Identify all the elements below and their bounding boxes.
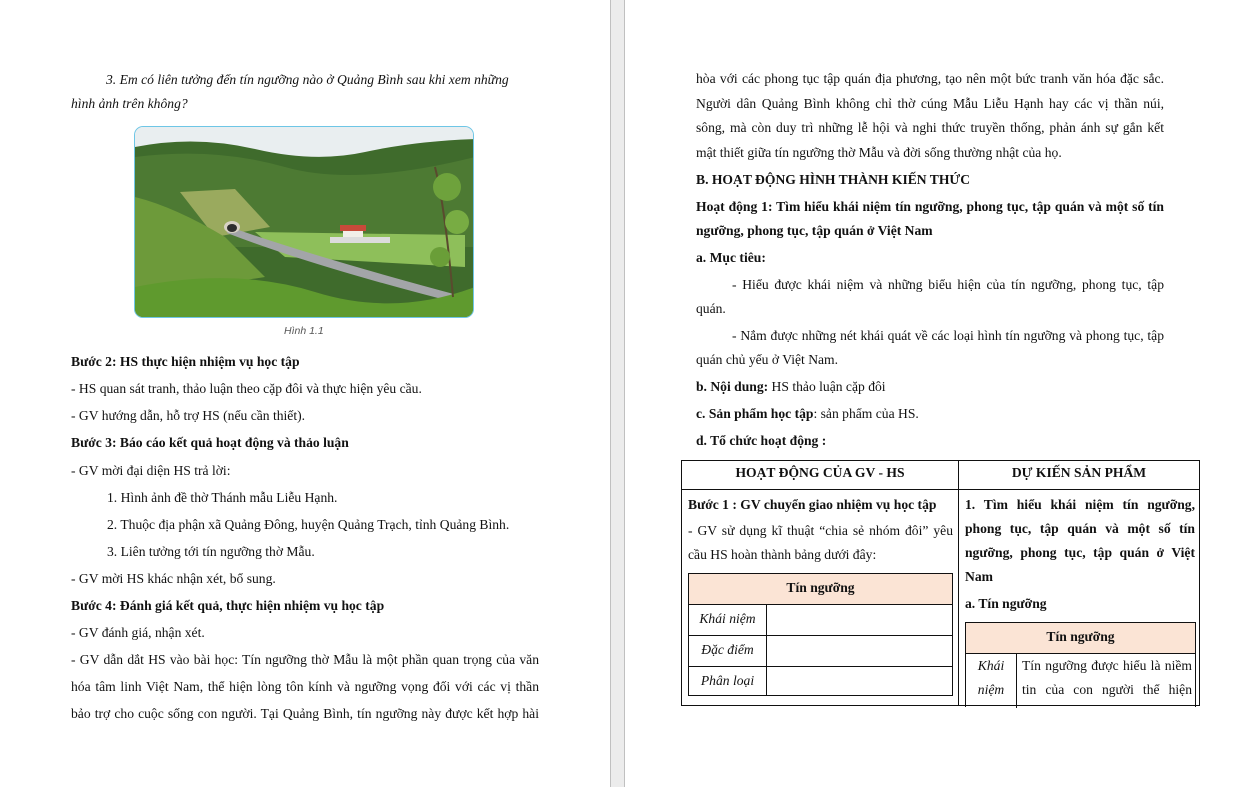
- activity1-title-line: ngưỡng, phong tục, tập quán ở Việt Nam: [696, 223, 933, 238]
- continuation-line: Người dân Quảng Bình không chỉ thờ cúng Mẫu Liễu Hạnh hay các vị thần núi,: [696, 96, 1164, 111]
- product-title-line: phong tục, tập quán và một số tín: [965, 521, 1195, 536]
- continuation-line: sông, mà còn duy trì những lễ hội và nghi thức truyền thống, phản ánh sự gắn kết: [696, 120, 1164, 135]
- step4-item: - GV đánh giá, nhận xét.: [71, 625, 205, 640]
- product-label: c. Sản phẩm học tập: [696, 406, 814, 421]
- worksheet-row-label: Phân loại: [689, 667, 767, 695]
- content-label: b. Nội dung:: [696, 379, 769, 394]
- question-line-1: 3. Em có liên tưởng đến tín ngưỡng nào ở Quảng Bình sau khi xem những: [106, 72, 509, 87]
- answer-row-label-line: niệm: [977, 682, 1005, 697]
- step1-text-line: cầu HS hoàn thành bảng dưới đây:: [688, 547, 877, 562]
- question-line-2: hình ảnh trên không?: [71, 96, 188, 111]
- worksheet-row-label: Đặc điểm: [689, 636, 767, 666]
- continuation-line: hòa với các phong tục tập quán địa phương, tạo nên một bức tranh văn hóa đặc sắc.: [696, 71, 1164, 86]
- page-separator: [610, 0, 625, 787]
- answer-row-label-line: Khái: [977, 658, 1005, 673]
- product-title-line: ngưỡng, phong tục, tập quán ở Việt: [965, 545, 1195, 560]
- step3-answer: 1. Hình ảnh đề thờ Thánh mẫu Liễu Hạnh.: [107, 490, 338, 505]
- activity-table: [681, 460, 1200, 706]
- step2-item: - HS quan sát tranh, thảo luận theo cặp đôi và thực hiện yêu cầu.: [71, 381, 422, 396]
- landscape-illustration: [135, 127, 474, 318]
- continuation-line: mật thiết giữa tín ngưỡng thờ Mẫu và đời sống thường nhật của họ.: [696, 145, 1062, 160]
- goal2-line: quán chủ yếu ở Việt Nam.: [696, 352, 839, 367]
- step1-title: Bước 1 : GV chuyển giao nhiệm vụ học tập: [688, 497, 937, 512]
- content-row: [696, 378, 886, 396]
- step3-answer: 2. Thuộc địa phận xã Quảng Đông, huyện Quảng Trạch, tỉnh Quảng Bình.: [107, 517, 510, 532]
- step3-title: Bước 3: Báo cáo kết quả hoạt động và thảo luận: [71, 435, 349, 450]
- product-title-line: 1. Tìm hiểu khái niệm tín ngưỡng,: [965, 497, 1195, 512]
- answer-row-label: [966, 654, 1017, 708]
- product-row: [696, 405, 919, 423]
- column-header-teacher-student: HOẠT ĐỘNG CỦA GV - HS: [735, 465, 905, 480]
- step2-title: Bước 2: HS thực hiện nhiệm vụ học tập: [71, 354, 300, 369]
- goal2-line: - Nắm được những nét khái quát về các loại hình tín ngưỡng và phong tục, tập: [732, 328, 1164, 343]
- step4-paragraph-line: hóa tâm linh Việt Nam, thể hiện lòng tôn kính và ngưỡng vọng đối với các vị thần: [71, 679, 539, 694]
- step3-intro: - GV mời đại diện HS trả lời:: [71, 463, 231, 478]
- product-value: : sản phẩm của HS.: [813, 406, 919, 421]
- answer-row-value-line: Tín ngưỡng được hiểu là niềm: [1022, 658, 1192, 673]
- worksheet-row: [689, 605, 952, 636]
- step3-outro: - GV mời HS khác nhận xét, bổ sung.: [71, 571, 276, 586]
- column-header-expected-product: DỰ KIẾN SẢN PHẨM: [1011, 465, 1147, 480]
- goal1-line: - Hiểu được khái niệm và những biểu hiện của tín ngưỡng, phong tục, tập: [732, 277, 1164, 292]
- answer-table-header: Tín ngưỡng: [966, 623, 1195, 654]
- table-header-divider: [682, 489, 1199, 490]
- left-page: [0, 0, 610, 787]
- table-column-divider: [958, 461, 959, 705]
- organization-title: d. Tổ chức hoạt động :: [696, 433, 827, 448]
- worksheet-header: Tín ngưỡng: [689, 574, 952, 605]
- step1-text-line: - GV sử dụng kĩ thuật “chia sẻ nhóm đôi” yêu: [688, 523, 953, 538]
- section-b-title: B. HOẠT ĐỘNG HÌNH THÀNH KIẾN THỨC: [696, 172, 971, 187]
- product-title-line: Nam: [965, 569, 993, 584]
- step4-paragraph-line: bảo trợ cho cuộc sống con người. Tại Quảng Bình, tín ngưỡng này được kết hợp hài: [71, 706, 539, 721]
- answer-row-value-line: tin của con người thể hiện: [1022, 682, 1192, 697]
- answer-table-row: [966, 654, 1195, 708]
- goal1-line: quán.: [696, 301, 726, 316]
- product-subtitle: a. Tín ngưỡng: [965, 596, 1047, 611]
- worksheet-row: [689, 667, 952, 695]
- step2-item: - GV hướng dẫn, hỗ trợ HS (nếu cần thiết).: [71, 408, 306, 423]
- step3-answer: 3. Liên tưởng tới tín ngưỡng thờ Mẫu.: [107, 544, 315, 559]
- worksheet-row-label: Khái niệm: [689, 605, 767, 635]
- content-value: HS thảo luận cặp đôi: [768, 379, 886, 394]
- goal-title: a. Mục tiêu:: [696, 250, 766, 265]
- activity1-title-line: Hoạt động 1: Tìm hiểu khái niệm tín ngưỡng, phong tục, tập quán và một số tín: [696, 199, 1164, 214]
- step4-title: Bước 4: Đánh giá kết quả, thực hiện nhiệm vụ học tập: [71, 598, 385, 613]
- worksheet-row: [689, 636, 952, 667]
- figure-image-tunnel-landscape: [134, 126, 474, 318]
- figure-caption: Hình 1.1: [284, 325, 324, 337]
- step4-paragraph-line: - GV dẫn dắt HS vào bài học: Tín ngưỡng thờ Mẫu là một phần quan trọng của văn: [71, 652, 539, 667]
- worksheet-table: [688, 573, 953, 696]
- answer-table: [965, 622, 1196, 707]
